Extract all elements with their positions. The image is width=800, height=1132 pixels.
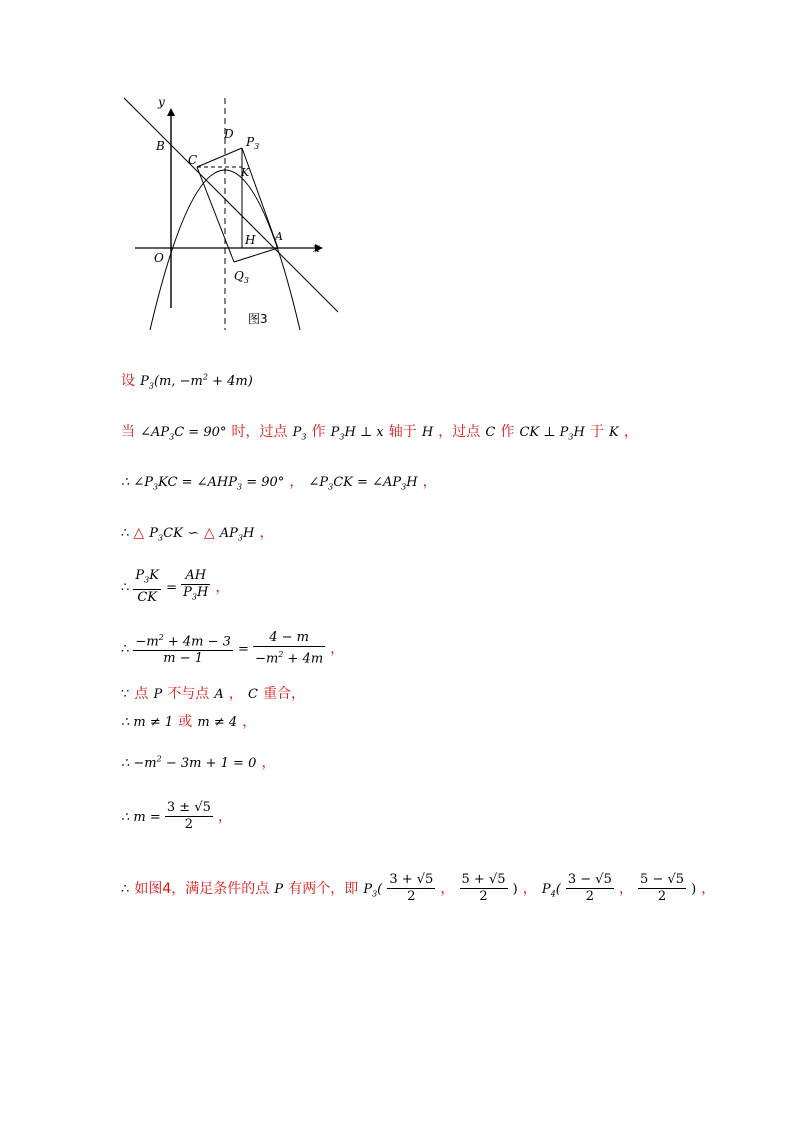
text-draw-2: 作 bbox=[500, 424, 515, 440]
text-through-point: 时，过点 bbox=[231, 424, 288, 440]
text-comma: ， bbox=[623, 424, 638, 440]
math-p: P bbox=[153, 687, 163, 702]
label-b: B bbox=[156, 139, 165, 153]
similar-symbol: ∽ bbox=[187, 526, 199, 541]
math-p3-coord: $P_3(m$, $-m^2 + 4m$) bbox=[140, 372, 253, 391]
math-p3: $P_3$ bbox=[292, 425, 307, 442]
frac-p4-x: $\frac{3 - √5}{2}$ bbox=[567, 872, 612, 904]
frac-p4-y: $\frac{5 - √5}{2}$ bbox=[640, 872, 685, 904]
line-2 bbox=[121, 421, 638, 442]
text-comma: ， bbox=[330, 641, 345, 658]
paren-close: ) bbox=[512, 882, 518, 897]
line-1 bbox=[121, 370, 253, 391]
line-6 bbox=[121, 630, 344, 667]
figure-3 bbox=[110, 90, 350, 330]
math-p3ck: $P_3CK$ bbox=[149, 526, 183, 543]
line-5 bbox=[121, 568, 229, 606]
label-q3: $Q_3$ bbox=[234, 269, 249, 285]
label-y: y bbox=[158, 95, 165, 109]
math-c: C bbox=[247, 687, 258, 702]
y-axis-arrow bbox=[167, 108, 175, 116]
text-comma: ， bbox=[289, 474, 304, 490]
label-d: D bbox=[224, 127, 234, 141]
text-at: 于 bbox=[589, 424, 604, 440]
line-10 bbox=[121, 800, 232, 833]
text-coincide: 重合， bbox=[263, 686, 306, 702]
text-or: 或 bbox=[178, 714, 193, 730]
math-h: H bbox=[421, 425, 434, 440]
label-h: H bbox=[245, 233, 256, 247]
text-comma: ， bbox=[242, 714, 257, 730]
line-8 bbox=[121, 711, 256, 731]
math-p3h-perp-x: $P_3H$ ⊥ x bbox=[330, 425, 384, 442]
text-as-figure-4: 如图4，满足条件的点 bbox=[134, 881, 270, 897]
therefore: ∴ bbox=[121, 642, 134, 658]
math-k: K bbox=[609, 425, 619, 440]
text-comma-2: ， bbox=[522, 881, 537, 897]
math-m-ne-1: ∴ m ≠ 1 bbox=[121, 715, 174, 730]
math-p4-point: $P_4$( bbox=[541, 882, 561, 899]
math-ap3h: $AP_3H$ bbox=[219, 526, 255, 543]
math-a: A bbox=[214, 687, 224, 702]
text-point: 点 bbox=[134, 686, 149, 702]
math-angle-eq: ∴ $\angle P_3KC$ = $\angle AHP_3 = 90^\circ$ bbox=[121, 475, 285, 492]
math-c: C bbox=[485, 425, 496, 440]
line-4 bbox=[121, 522, 273, 543]
paren-close-2: ) bbox=[691, 882, 697, 897]
label-c: C bbox=[188, 153, 198, 167]
line-3 bbox=[121, 471, 437, 492]
text-comma: ， bbox=[261, 755, 276, 771]
segment-c-p3 bbox=[197, 148, 242, 167]
math-p: P bbox=[274, 882, 284, 897]
math-m-ne-4: m ≠ 4 bbox=[197, 715, 238, 730]
text-comma: ， bbox=[215, 579, 230, 596]
triangle-symbol-2: △ bbox=[203, 525, 215, 541]
text-axis-at: 轴于 bbox=[388, 424, 417, 440]
frac-p3-x: $\frac{3 + √5}{2}$ bbox=[389, 872, 434, 904]
text-comma: ， bbox=[228, 686, 243, 702]
equals: = bbox=[166, 580, 182, 596]
math-angle-eq-2: $\angle P_3CK$ = $\angle AP_3H$ bbox=[308, 475, 418, 492]
line-9 bbox=[121, 752, 275, 772]
segment-q3-a bbox=[234, 248, 278, 262]
equals: = bbox=[238, 642, 254, 658]
line-7 bbox=[121, 683, 305, 703]
text-draw: 作 bbox=[311, 424, 326, 440]
text-comma-4: ， bbox=[701, 881, 716, 897]
therefore: ∴ bbox=[121, 526, 134, 541]
label-a: A bbox=[275, 230, 283, 243]
text-comma-2: ， bbox=[422, 474, 437, 490]
text-comma: ， bbox=[259, 525, 274, 541]
frac-m-solution: $\frac{3 \pm √5}{2}$ bbox=[166, 800, 211, 832]
label-x: x bbox=[313, 241, 320, 255]
math-p3-point: $P_3$( bbox=[363, 882, 383, 899]
frac-right: $\frac{4 - m}{-m^2 + 4m}$ bbox=[255, 630, 324, 667]
text-comma: ， bbox=[217, 809, 232, 825]
text-two-points: 有两个，即 bbox=[288, 881, 359, 897]
text-not-with-point: 不与点 bbox=[167, 686, 210, 702]
text-comma: ， bbox=[440, 881, 455, 897]
text-set: 设 bbox=[121, 373, 135, 389]
because: ∵ bbox=[121, 687, 130, 702]
frac-left: $\frac{-m^2 + 4m - 3}{m - 1}$ bbox=[133, 630, 233, 667]
text-through-point-2: ，过点 bbox=[438, 424, 481, 440]
therefore: ∴ bbox=[121, 580, 134, 596]
line-11 bbox=[121, 872, 715, 905]
label-o: O bbox=[154, 251, 164, 265]
triangle-symbol: △ bbox=[133, 525, 145, 541]
math-ck-perp-p3h: CK ⊥ $P_3H$ bbox=[519, 425, 585, 442]
math-quadratic: ∴ $-m^2 - 3m + 1 = 0$ bbox=[121, 754, 257, 771]
label-p3: $P_3$ bbox=[246, 135, 260, 151]
math-angle-ap3c: $\angle AP_3C = 90^\circ$ bbox=[140, 425, 227, 442]
text-comma-3: ， bbox=[618, 881, 633, 897]
frac-p3k-ck: $\frac{P_3K}{CK}$ bbox=[135, 568, 159, 605]
text-when: 当 bbox=[121, 424, 135, 440]
frac-p3-y: $\frac{5 + √5}{2}$ bbox=[461, 872, 506, 904]
math-m-eq: ∴ m = bbox=[121, 810, 165, 825]
frac-ah-p3h: $\frac{AH}{P_3H}$ bbox=[183, 568, 209, 602]
therefore: ∴ bbox=[121, 882, 130, 897]
label-k: K bbox=[241, 166, 250, 179]
figure-caption: 图3 bbox=[248, 312, 268, 326]
